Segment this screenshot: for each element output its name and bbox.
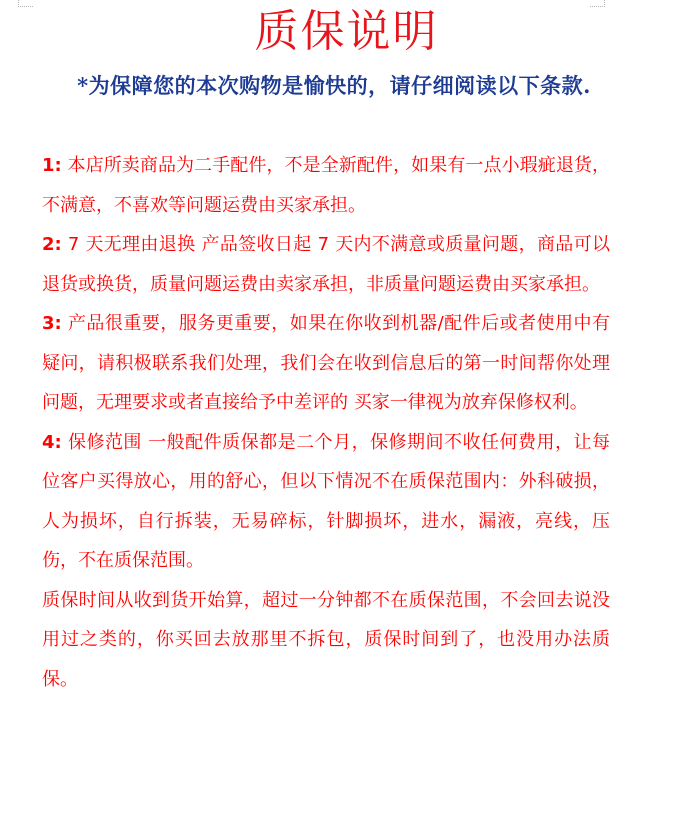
- page-title: 质保说明: [254, 6, 439, 57]
- term-text: 本店所卖商品为二手配件，不是全新配件，如果有一点小瑕疵退货，不满意，不喜欢等问题运费由买家承担。: [42, 155, 610, 216]
- term-item: [42, 423, 610, 581]
- intro-notice: *为保障您的本次购物是愉快的，请仔细阅读以下条款.: [77, 73, 591, 98]
- term-text: 产品很重要，服务更重要，如果在你收到机器/配件后或者使用中有疑问，请积极联系我们处理，我们会在收到信息后的第一时间帮你处理问题，无理要求或者直接给予中差评的 买家一律视为放弃保修权利。: [42, 313, 611, 413]
- term-item: [42, 304, 610, 423]
- term-number: 1:: [42, 155, 62, 176]
- term-number: 4:: [42, 431, 62, 453]
- term-text: 保修范围 一般配件质保都是二个月，保修期间不收任何费用，让每位客户买得放心，用的舒心，但以下情况不在质保范围内：外科破损，人为损坏，自行拆装，无易碎标，针脚损坏，进水，漏液，亮线，压伤，不在质保范围。: [42, 431, 610, 571]
- term-number: 3:: [42, 313, 62, 334]
- term-item: [42, 146, 610, 225]
- terms-list: [42, 146, 610, 699]
- term-item: [42, 581, 610, 700]
- term-text: 7 天无理由退换 产品签收日起 7 天内不满意或质量问题，商品可以退货或换货，质量问题运费由卖家承担，非质量问题运费由买家承担。: [42, 234, 610, 295]
- term-item: [42, 225, 610, 304]
- term-number: 2:: [42, 234, 62, 255]
- term-text: 质保时间从收到货开始算，超过一分钟都不在质保范围，不会回去说没用过之类的，你买回去放那里不拆包，质保时间到了，也没用办法质保。: [42, 589, 610, 690]
